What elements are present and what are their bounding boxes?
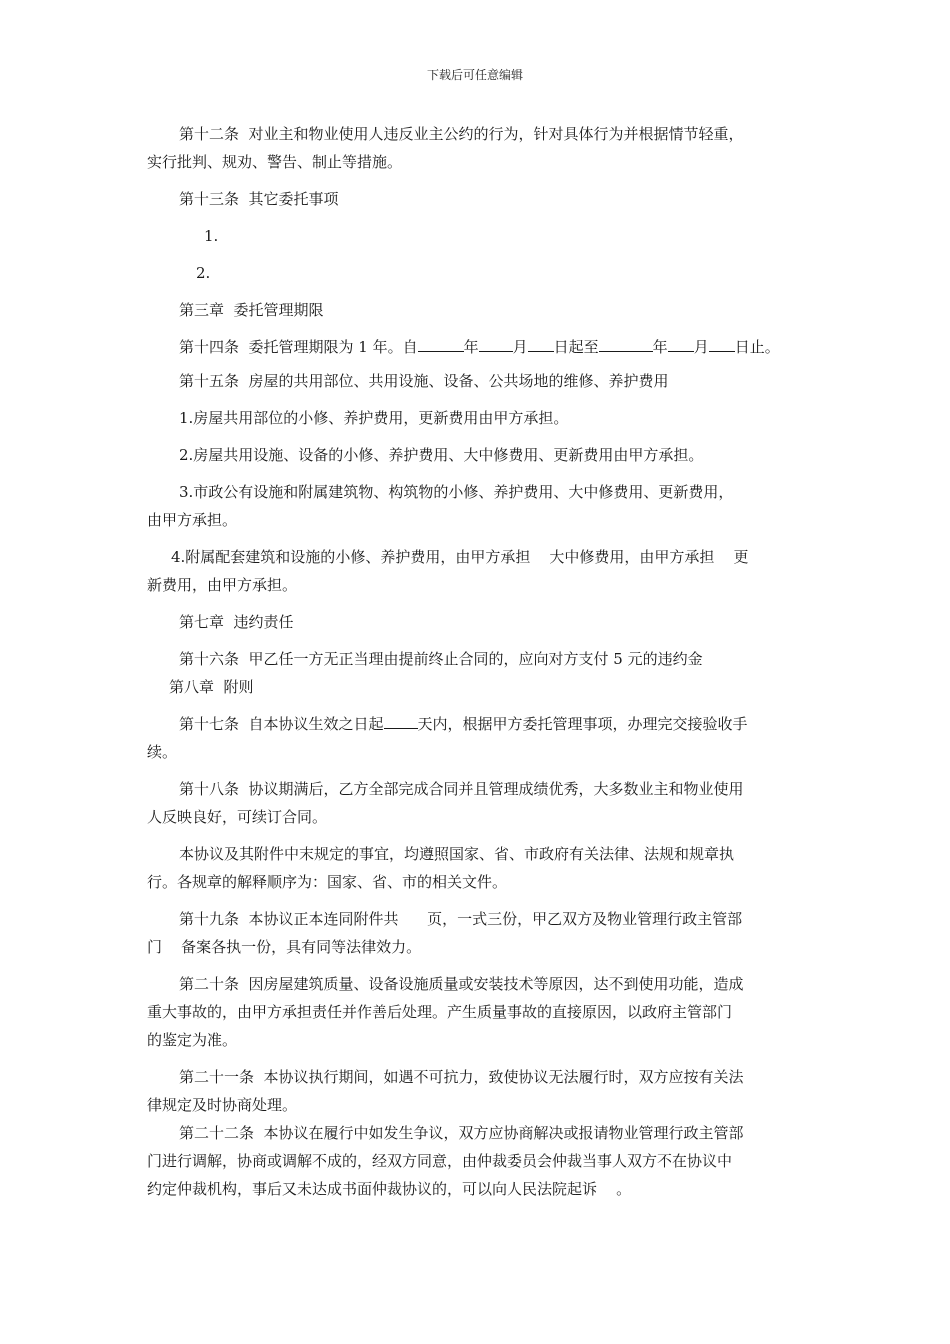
article-18-line-2: 人反映良好，可续订合同。 <box>147 808 328 826</box>
chapter-3-heading: 第三章 委托管理期限 <box>179 301 324 319</box>
article-20-line-1: 第二十条 因房屋建筑质量、设备设施质量或安装技术等原因，达不到使用功能，造成 <box>179 975 744 993</box>
blank-start-year <box>418 334 464 352</box>
article-22-line-1: 第二十二条 本协议在履行中如发生争议，双方应协商解决或报请物业管理行政主管部 <box>179 1124 744 1142</box>
chapter-7-heading: 第七章 违约责任 <box>179 613 294 631</box>
item-1: 1. <box>204 227 219 245</box>
article-14-text-f: 月 <box>693 338 709 356</box>
blank-days <box>384 711 418 729</box>
document-body <box>147 120 815 1203</box>
article-19-line-2: 门 备案各执一份，具有同等法律效力。 <box>147 938 422 956</box>
blank-end-month <box>668 334 694 352</box>
article-12-line-2: 实行批判、规劝、警告、制止等措施。 <box>147 153 403 171</box>
header-note: 下载后可任意编辑 <box>426 68 523 82</box>
article-12-line-1: 第十二条 对业主和物业使用人违反业主公约的行为，针对具体行为并根据情节轻重， <box>179 125 744 143</box>
article-15-item-4-line-2: 新费用，由甲方承担。 <box>147 576 298 594</box>
article-14-text-d: 日起至 <box>553 338 599 356</box>
article-14-text-g: 日止。 <box>734 338 780 356</box>
article-22-line-2: 门进行调解，协商或调解不成的，经双方同意，由仲裁委员会仲裁当事人双方不在协议中 <box>147 1152 733 1170</box>
item-2: 2. <box>196 264 211 282</box>
article-14-text-b: 年 <box>463 338 479 356</box>
article-15-heading: 第十五条 房屋的共用部位、共用设施、设备、公共场地的维修、养护费用 <box>179 372 669 390</box>
blank-start-day <box>528 334 554 352</box>
article-15-item-3-line-1: 3.市政公有设施和附属建筑物、构筑物的小修、养护费用、大中修费用、更新费用， <box>179 483 734 501</box>
supplementary-line-2: 行。各规章的解释顺序为：国家、省、市的相关文件。 <box>147 873 508 891</box>
article-15-item-4-line-1: 4.附属配套建筑和设施的小修、养护费用，由甲方承担 大中修费用，由甲方承担 更 <box>171 548 749 566</box>
article-18-line-1: 第十八条 协议期满后，乙方全部完成合同并且管理成绩优秀，大多数业主和物业使用 <box>179 780 744 798</box>
article-15-item-3-line-2: 由甲方承担。 <box>147 511 238 529</box>
article-21-line-1: 第二十一条 本协议执行期间，如遇不可抗力，致使协议无法履行时，双方应按有关法 <box>179 1068 744 1086</box>
article-15-item-2: 2.房屋共用设施、设备的小修、养护费用、大中修费用、更新费用由甲方承担。 <box>179 446 704 464</box>
article-14-text-c: 月 <box>512 338 528 356</box>
article-17-text-a: 第十七条 自本协议生效之日起 <box>179 715 384 733</box>
article-20-line-2: 重大事故的，由甲方承担责任并作善后处理。产生质量事故的直接原因，以政府主管部门 <box>147 1003 733 1021</box>
blank-end-day <box>709 334 735 352</box>
supplementary-line-1: 本协议及其附件中末规定的事宜，均遵照国家、省、市政府有关法律、法规和规章执 <box>179 845 735 863</box>
article-21-line-2: 律规定及时协商处理。 <box>147 1096 298 1114</box>
article-16: 第十六条 甲乙任一方无正当理由提前终止合同的，应向对方支付 5 元的违约金 <box>179 650 703 668</box>
blank-start-month <box>479 334 513 352</box>
article-15-item-1: 1.房屋共用部位的小修、养护费用，更新费用由甲方承担。 <box>179 409 569 427</box>
article-19-line-1: 第十九条 本协议正本连同附件共 页，一式三份，甲乙双方及物业管理行政主管部 <box>179 910 743 928</box>
article-14 <box>147 333 815 361</box>
article-17-text-b: 天内，根据甲方委托管理事项，办理完交接验收手 <box>417 715 748 733</box>
article-14-text-a: 第十四条 委托管理期限为 1 年。自 <box>179 338 418 356</box>
article-13-heading: 第十三条 其它委托事项 <box>179 190 339 208</box>
article-22-line-3: 约定仲裁机构，事后又未达成书面仲裁协议的，可以向人民法院起诉 。 <box>147 1180 632 1198</box>
article-14-text-e: 年 <box>652 338 668 356</box>
article-17-line-2: 续。 <box>147 743 178 761</box>
blank-end-year <box>599 334 653 352</box>
article-20-line-3: 的鉴定为准。 <box>147 1031 238 1049</box>
chapter-8-heading: 第八章 附则 <box>169 678 254 696</box>
article-17-line-1 <box>147 710 815 738</box>
